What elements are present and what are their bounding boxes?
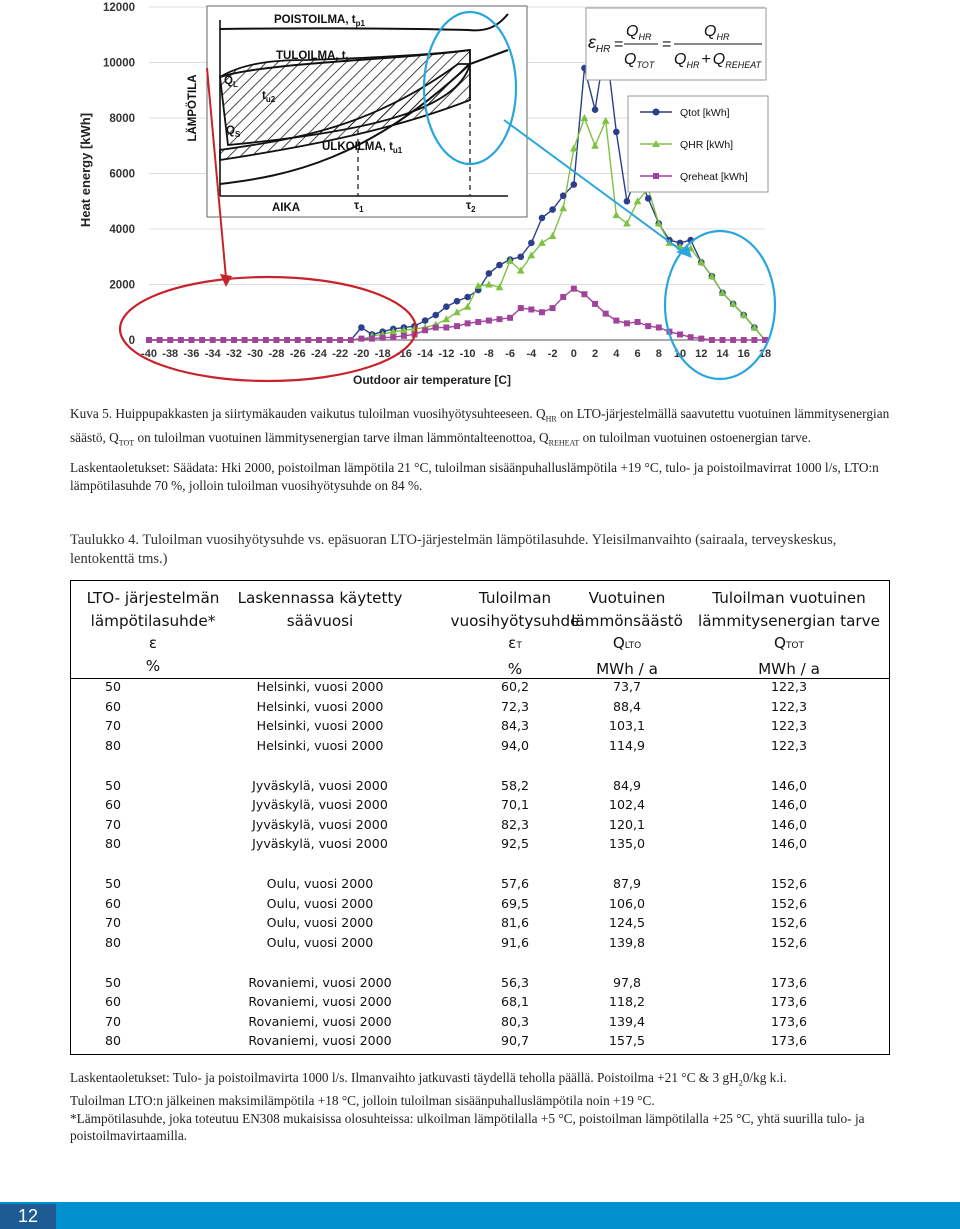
table-cell: Rovaniemi, vuosi 2000 xyxy=(248,974,392,990)
formula-eq1: = xyxy=(614,36,624,53)
qreheat-point xyxy=(518,305,524,311)
table-cell: 50 xyxy=(105,679,122,694)
table-cell: 60 xyxy=(105,698,122,714)
qreheat-point xyxy=(369,336,375,342)
header-unit: % xyxy=(145,656,161,675)
inset-lampotila-label: LÄMPÖTILA xyxy=(187,74,199,142)
qreheat-point xyxy=(751,337,757,343)
qreheat-point xyxy=(188,337,194,343)
qreheat-point xyxy=(220,337,226,343)
qreheat-point xyxy=(422,327,428,333)
qreheat-point xyxy=(390,334,396,340)
qreheat-point xyxy=(178,337,184,343)
header-unit: MWh / a xyxy=(758,659,820,678)
table-cell: 122,3 xyxy=(770,698,808,714)
x-axis-label: Outdoor air temperature [C] xyxy=(352,373,512,387)
qreheat-point xyxy=(550,305,556,311)
qreheat-point xyxy=(603,311,609,317)
x-tick-label: -30 xyxy=(247,348,264,360)
table-cell: 139,4 xyxy=(608,1013,646,1029)
table-cell: 146,0 xyxy=(770,777,808,793)
caption-sub-reheat: REHEAT xyxy=(548,438,580,448)
x-tick-label: -14 xyxy=(417,348,434,360)
x-tick-label: 2 xyxy=(592,348,599,360)
table-cell: 94,0 xyxy=(500,737,530,753)
qtot-point xyxy=(624,198,631,205)
footnote-line3: *Lämpötilasuhde, joka toteutuu EN308 mukaisissa olosuhteissa: ulkoilman lämpötilalla +5 °C, poistoilman lämpötilalla +25 °C, yhtä suurilla tulo- ja poistoilmavirtaamilla. xyxy=(70,1110,865,1144)
calculation-basis: Laskentaoletukset: Säädata: Hki 2000, poistoilman lämpötila 21 °C, tuloilman sisäänpuhalluslämpötila +19 °C, tulo- ja poistoilmavirrat 1000 l/s, LTO:n lämpötilasuhde 70 %, jolloin tuloilman vuosihyötysuhde on 84 %. xyxy=(70,460,879,493)
qreheat-point xyxy=(730,337,736,343)
table-footnote xyxy=(70,1069,900,1145)
header-line2: lämmönsäästö xyxy=(571,611,683,630)
qreheat-point xyxy=(677,331,683,337)
table-cell: 50 xyxy=(105,777,122,793)
table-cell: 173,6 xyxy=(770,974,808,990)
header-symbol: ε xyxy=(148,634,158,652)
inset-aika-label: AIKA xyxy=(272,202,301,214)
data-table xyxy=(70,580,890,1055)
column-header-3 xyxy=(565,587,689,680)
x-tick-label: 4 xyxy=(613,348,620,360)
inset-tau1-label: $\tau_1$ xyxy=(354,200,364,214)
table-cell: 81,6 xyxy=(500,915,530,930)
table-cell: 58,2 xyxy=(500,777,530,793)
table-cell: 56,3 xyxy=(500,974,530,990)
table-cell: 69,5 xyxy=(500,895,530,911)
table-cell: 50 xyxy=(105,974,122,990)
qreheat-point xyxy=(645,323,651,329)
qreheat-point xyxy=(327,337,333,343)
table-cell: 80 xyxy=(105,836,122,851)
x-tick-label: 14 xyxy=(716,348,729,360)
table-cell: Helsinki, vuosi 2000 xyxy=(256,737,384,753)
header-symbol: εT xyxy=(508,634,522,652)
table-cell: 91,6 xyxy=(500,934,530,950)
qreheat-point xyxy=(454,323,460,329)
header-line2: säävuosi xyxy=(286,611,354,630)
x-tick-label: 10 xyxy=(673,348,687,360)
table-cell: 122,3 xyxy=(770,679,808,694)
table-cell: 80 xyxy=(105,1033,122,1048)
table-cell: 102,4 xyxy=(608,797,646,812)
table-cell: 73,7 xyxy=(612,679,642,694)
table-cell: 173,6 xyxy=(770,994,808,1009)
qreheat-point xyxy=(305,337,311,343)
table-cell: 139,8 xyxy=(608,934,646,950)
qtot-point xyxy=(560,192,567,199)
table-cell: 72,3 xyxy=(500,698,530,714)
table-cell: 80,3 xyxy=(500,1013,530,1029)
legend-qreheat-marker xyxy=(653,173,659,179)
qreheat-point xyxy=(295,337,301,343)
table-cell: Jyväskylä, vuosi 2000 xyxy=(252,836,388,851)
y-axis-ticks xyxy=(103,2,135,347)
formula-num2: $Q_{HR}$ xyxy=(704,23,730,42)
qreheat-point xyxy=(720,337,726,343)
table-cell: 118,2 xyxy=(608,994,646,1009)
qhr-point xyxy=(443,315,451,322)
qreheat-point xyxy=(688,334,694,340)
qhr-point xyxy=(453,308,461,315)
header-symbol: QTOT xyxy=(773,634,805,652)
qhr-point xyxy=(591,142,599,149)
x-tick-label: -2 xyxy=(547,348,558,360)
caption-sub-tot: TOT xyxy=(118,438,135,448)
qtot-point xyxy=(454,298,461,305)
qtot-point xyxy=(592,106,599,113)
table-cell: 88,4 xyxy=(612,698,642,714)
qreheat-point xyxy=(242,337,248,343)
table-cell: 146,0 xyxy=(770,816,808,832)
table-cell: Rovaniemi, vuosi 2000 xyxy=(248,994,392,1009)
table-cell: 84,3 xyxy=(500,718,530,733)
y-tick-label: 8000 xyxy=(109,113,135,125)
legend-qhr-label: QHR [kWh] xyxy=(680,139,734,151)
table-cell: Helsinki, vuosi 2000 xyxy=(256,698,384,714)
table-cell: 50 xyxy=(105,876,122,891)
table-cell: 70 xyxy=(105,915,122,930)
qreheat-point xyxy=(475,319,481,325)
qhr-point xyxy=(464,303,472,310)
header-unit: % xyxy=(507,659,523,678)
header-line1: Vuotuinen xyxy=(588,589,666,607)
qreheat-point xyxy=(337,337,343,343)
column-header-4 xyxy=(691,587,887,680)
y-tick-label: 6000 xyxy=(109,168,135,181)
table-cell: Jyväskylä, vuosi 2000 xyxy=(252,816,388,832)
table-cell: 135,0 xyxy=(608,836,646,851)
table-cell: 122,3 xyxy=(770,718,808,733)
table-cell: 92,5 xyxy=(500,836,530,851)
qreheat-point xyxy=(263,337,269,343)
inset-qs-label: $Q_S$ xyxy=(226,125,241,139)
x-tick-label: -26 xyxy=(289,348,306,360)
y-axis-label: Heat energy [kWh] xyxy=(78,112,93,228)
qreheat-point xyxy=(210,337,216,343)
header-line2: lämpötilasuhde* xyxy=(90,611,216,630)
column-header-1 xyxy=(227,587,413,677)
table-cell: 124,5 xyxy=(608,915,646,930)
footer-bar xyxy=(0,1202,960,1229)
x-tick-label: -22 xyxy=(332,348,349,360)
qreheat-point xyxy=(443,325,449,331)
qtot-point xyxy=(496,262,503,269)
table-cell: 173,6 xyxy=(770,1033,808,1048)
qreheat-point xyxy=(624,320,630,326)
qreheat-point xyxy=(709,337,715,343)
qreheat-point xyxy=(465,320,471,326)
qtot-point xyxy=(517,253,524,260)
header-symbol: QLTO xyxy=(612,634,642,652)
qreheat-point xyxy=(146,337,152,343)
qtot-point xyxy=(422,317,429,324)
y-tick-label: 2000 xyxy=(109,279,135,292)
figure-caption xyxy=(70,405,892,452)
table-cell: 120,1 xyxy=(608,816,646,832)
legend-qreheat-label: Qreheat [kWh] xyxy=(680,171,748,183)
table-cell: 60 xyxy=(105,797,122,812)
table-cell: 60,2 xyxy=(500,679,530,694)
formula-den2: $Q_{HR} + Q_{REHEAT}$ xyxy=(674,51,762,70)
footnote-line2: Tuloilman LTO:n jälkeinen maksimilämpötila +18 °C, jolloin tuloilman sisäänpuhalluslämpötila noin +19 °C. xyxy=(70,1093,655,1109)
qtot-point xyxy=(645,195,652,202)
qtot-point xyxy=(613,129,620,136)
header-unit: MWh / a xyxy=(596,659,658,678)
table-cell: 60 xyxy=(105,895,122,911)
x-tick-label: -4 xyxy=(526,348,537,360)
header-line1: Tuloilman vuotuinen xyxy=(712,589,866,607)
x-tick-label: -40 xyxy=(141,348,157,360)
legend-qtot-marker xyxy=(653,109,660,116)
qreheat-point xyxy=(433,325,439,331)
caption-sub-hr: HR xyxy=(545,414,557,424)
table-cell: Oulu, vuosi 2000 xyxy=(266,915,374,930)
table-cell: 173,6 xyxy=(770,1013,808,1029)
header-line1: LTO- järjestelmän xyxy=(86,589,220,607)
qreheat-point xyxy=(635,319,641,325)
table-cell: 103,1 xyxy=(608,718,646,733)
qtot-point xyxy=(443,303,450,310)
table-cell: 80 xyxy=(105,934,122,950)
table-cell: 152,6 xyxy=(770,876,808,891)
qreheat-point xyxy=(401,333,407,339)
qreheat-point xyxy=(231,337,237,343)
formula-den1: $Q_{TOT}$ xyxy=(624,51,655,70)
qreheat-point xyxy=(741,337,747,343)
table-cell: 146,0 xyxy=(770,797,808,812)
table-cell: 82,3 xyxy=(500,816,530,832)
qreheat-point xyxy=(486,318,492,324)
header-line2: vuosihyötysuhde xyxy=(450,611,580,630)
table-cell: 70 xyxy=(105,816,122,832)
qreheat-point xyxy=(507,315,513,321)
table-cell: 68,1 xyxy=(500,994,530,1009)
footnote-line1: Laskentaoletukset: Tulo- ja poistoilmavirta 1000 l/s. Ilmanvaihto jatkuvasti täydellä teholla päällä. Poistoilma +21 °C & 3 $gH_20/kg$ k.i. xyxy=(70,1070,787,1088)
x-tick-label: -34 xyxy=(204,348,221,360)
qhr-point xyxy=(538,239,546,246)
header-line1: Laskennassa käytetty xyxy=(237,589,403,607)
table-cell: 57,6 xyxy=(500,876,530,891)
qreheat-point xyxy=(656,325,662,331)
qreheat-point xyxy=(380,335,386,341)
qreheat-point xyxy=(273,337,279,343)
qhr-point xyxy=(549,232,557,239)
table-cell: 87,9 xyxy=(612,876,642,891)
x-tick-label: -38 xyxy=(162,348,179,360)
qreheat-point xyxy=(560,294,566,300)
caption-part2: on tuloilman vuotuinen lämmitysenergian tarve ilman lämmöntalteenottoa, Q xyxy=(134,429,549,445)
x-tick-label: 16 xyxy=(737,348,750,360)
x-tick-label: -8 xyxy=(483,348,494,360)
table-cell: 114,9 xyxy=(608,737,646,753)
y-tick-label: 4000 xyxy=(109,224,135,236)
inset-ulkoilma-label: ULKOILMA, $t_{u1}$ xyxy=(322,141,403,155)
caption-part3: on tuloilman vuotuinen ostoenergian tarve. xyxy=(579,429,811,445)
x-tick-label: 18 xyxy=(758,348,772,360)
cold-range-highlight xyxy=(120,277,416,381)
qreheat-point xyxy=(496,316,502,322)
qtot-point xyxy=(464,294,471,301)
header-symbol xyxy=(227,632,413,655)
table-cell: Jyväskylä, vuosi 2000 xyxy=(252,797,388,812)
legend-qtot-label: Qtot [kWh] xyxy=(680,107,730,119)
table-cell: 152,6 xyxy=(770,915,808,930)
qhr-point xyxy=(559,204,567,211)
chart-legend xyxy=(628,96,768,192)
x-tick-label: -28 xyxy=(268,348,285,360)
table-cell: 106,0 xyxy=(608,895,646,911)
table-title: Taulukko 4. Tuloilman vuosihyötysuhde vs. epäsuoran LTO-järjestelmän lämpötilasuhde. Yleisilmanvaihto (sairaala, terveyskeskus, lentokenttä tms.) xyxy=(70,532,837,567)
qtot-point xyxy=(432,312,439,319)
table-cell: 90,7 xyxy=(500,1033,530,1048)
table-cell: 157,5 xyxy=(608,1033,646,1048)
x-tick-label: -32 xyxy=(226,348,242,360)
qhr-point xyxy=(613,211,621,218)
table-cell: 146,0 xyxy=(770,836,808,851)
header-line1: Tuloilman xyxy=(478,589,552,607)
heat-energy-chart xyxy=(68,0,780,392)
header-line2: lämmitysenergian tarve xyxy=(698,611,880,630)
formula-box xyxy=(586,8,766,80)
inset-ql-label: $Q_L$ xyxy=(224,75,238,89)
table-cell: Oulu, vuosi 2000 xyxy=(266,895,374,911)
y-tick-label: 10000 xyxy=(103,57,135,70)
qtot-point xyxy=(539,215,546,222)
qtot-point xyxy=(528,240,535,247)
qreheat-point xyxy=(571,286,577,292)
qtot-point xyxy=(486,270,493,277)
table-cell: 84,9 xyxy=(612,777,642,793)
inset-diagram xyxy=(186,6,527,217)
qtot-point xyxy=(358,324,365,331)
qreheat-point xyxy=(358,336,364,342)
x-tick-label: 12 xyxy=(695,348,708,360)
x-tick-label: -6 xyxy=(505,348,515,360)
formula-eq2: = xyxy=(662,36,672,53)
qreheat-point xyxy=(592,301,598,307)
inset-tu2-label: $t_{u2}$ xyxy=(262,90,276,104)
table-cell: Oulu, vuosi 2000 xyxy=(266,876,374,891)
x-tick-label: -36 xyxy=(183,348,200,360)
y-tick-label: 0 xyxy=(128,335,135,347)
qreheat-point xyxy=(528,306,534,312)
table-cell: Rovaniemi, vuosi 2000 xyxy=(248,1033,392,1048)
formula-num1: $Q_{HR}$ xyxy=(626,23,652,42)
x-tick-label: 0 xyxy=(570,348,577,360)
table-cell: Jyväskylä, vuosi 2000 xyxy=(252,777,388,793)
table-cell: 70 xyxy=(105,718,122,733)
caption-part1: on LTO-järjestelmällä saavutettu vuotuinen lämmitysenergian säästö, Q xyxy=(70,406,890,445)
qreheat-point xyxy=(613,318,619,324)
x-tick-label: -24 xyxy=(310,348,327,360)
table-cell: 152,6 xyxy=(770,895,808,911)
table-cell: Oulu, vuosi 2000 xyxy=(266,934,374,950)
column-header-0 xyxy=(71,587,235,677)
x-tick-label: -10 xyxy=(459,348,476,360)
table-cell: Rovaniemi, vuosi 2000 xyxy=(248,1013,392,1029)
table-cell: Helsinki, vuosi 2000 xyxy=(256,679,384,694)
x-tick-label: -16 xyxy=(395,348,412,360)
qtot-point xyxy=(549,206,556,213)
qreheat-point xyxy=(252,337,258,343)
qreheat-point xyxy=(157,337,163,343)
qreheat-point xyxy=(698,336,704,342)
qreheat-point xyxy=(284,337,290,343)
qtot-point xyxy=(571,181,578,188)
inset-tau2-label: $\tau_2$ xyxy=(466,200,476,214)
x-tick-label: -20 xyxy=(353,348,370,360)
table-cell: 97,8 xyxy=(612,974,642,990)
qreheat-point xyxy=(348,337,354,343)
y-tick-label: 12000 xyxy=(103,2,135,14)
x-tick-label: -18 xyxy=(374,348,391,360)
x-tick-label: -12 xyxy=(438,348,455,360)
table-cell: 80 xyxy=(105,737,122,753)
caption-lead: Kuva 5. Huippupakkasten ja siirtymäkauden vaikutus tuloilman vuosihyötysuhteeseen. Q xyxy=(70,406,546,421)
table-cell: 60 xyxy=(105,994,122,1009)
qreheat-point xyxy=(539,309,545,315)
qreheat-point xyxy=(199,337,205,343)
table-cell: Helsinki, vuosi 2000 xyxy=(256,718,384,733)
qreheat-point xyxy=(581,291,587,297)
x-tick-label: 6 xyxy=(634,348,641,360)
qreheat-point xyxy=(167,337,173,343)
table-cell: 122,3 xyxy=(770,737,808,753)
page-number: 12 xyxy=(0,1204,56,1229)
header-unit xyxy=(227,655,413,678)
qreheat-point xyxy=(316,337,322,343)
table-cell: 152,6 xyxy=(770,934,808,950)
inset-poistoilma-label: POISTOILMA, $t_{p1}$ xyxy=(274,14,365,28)
table-cell: 70,1 xyxy=(500,797,530,812)
table-cell: 70 xyxy=(105,1013,122,1029)
x-tick-label: 8 xyxy=(655,348,662,360)
inset-tuloilma-label: TULOILMA, $t_t$ xyxy=(276,50,349,64)
formula-eps: $\varepsilon_{HR}$ xyxy=(588,32,611,55)
